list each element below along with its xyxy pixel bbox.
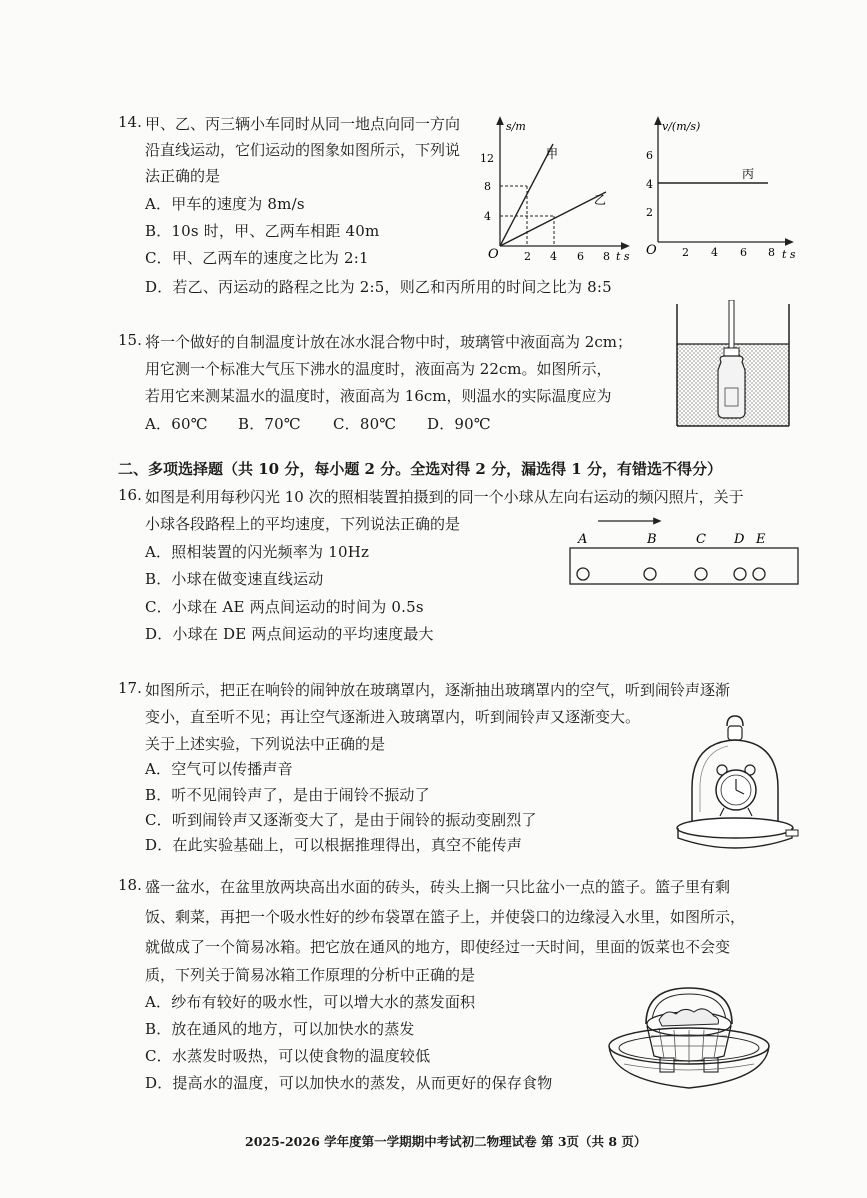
vt-xtick: 6 [740, 246, 747, 259]
q16-option-c: C．小球在 AE 两点间运动的时间为 0.5s [145, 598, 424, 616]
q14-option-a: A．甲车的速度为 8m/s [145, 195, 305, 213]
q17-option-b: B．听不见闹铃声了，是由于闹铃不振动了 [145, 786, 430, 804]
st-line-yi [500, 192, 606, 246]
q18-number: 18. [118, 876, 142, 894]
strobe-photo-figure [566, 510, 802, 590]
q16-option-a: A．照相装置的闪光频率为 10Hz [145, 543, 370, 561]
vt-xlabel: t s [782, 248, 796, 261]
q18-stem-line: 饭、剩菜，再把一个吸水性好的纱布袋罩在篮子上，并使袋口的边缘浸入水里，如图所示， [145, 908, 746, 926]
q15-option-a: A．60℃ [145, 415, 208, 433]
q18-option-b: B．放在通风的地方，可以加快水的蒸发 [145, 1020, 415, 1038]
vt-ytick: 6 [646, 149, 653, 162]
ball-e [753, 568, 765, 580]
q14-stem-line: 法正确的是 [145, 167, 221, 185]
st-ytick: 4 [484, 210, 491, 223]
ball-b [644, 568, 656, 580]
ball-d [734, 568, 746, 580]
q15-option-c: C．80℃ [333, 415, 397, 433]
st-origin: O [488, 247, 499, 262]
page-footer: 2025-2026 学年度第一学期期中考试初二物理试卷 第 3页（共 8 页） [245, 1134, 647, 1149]
vt-label-bing: 丙 [742, 167, 755, 181]
point-label: D [734, 532, 745, 547]
point-label: B [647, 532, 657, 547]
q14-stem-line: 沿直线运动，它们运动的图象如图所示，下列说 [145, 141, 461, 159]
st-xtick: 6 [577, 250, 584, 263]
q18-option-a: A．纱布有较好的吸水性，可以增大水的蒸发面积 [145, 993, 476, 1011]
st-graph [478, 112, 638, 267]
q17-stem-line: 关于上述实验，下列说法中正确的是 [145, 735, 386, 753]
q16-number: 16. [118, 486, 142, 504]
q16-option-b: B．小球在做变速直线运动 [145, 570, 324, 588]
q17-option-d: D．在此实验基础上，可以根据推理得出，真空不能传声 [145, 836, 523, 854]
point-label: C [696, 532, 706, 547]
q15-stem-line: 若用它来测某温水的温度时，液面高为 16cm，则温水的实际温度应为 [145, 387, 612, 405]
q16-option-d: D．小球在 DE 两点间运动的平均速度最大 [145, 625, 434, 643]
st-xtick: 2 [524, 250, 531, 263]
q16-stem-line: 如图是利用每秒闪光 10 次的照相装置拍摄到的同一个小球从左向右运动的频闪照片，关于 [145, 488, 744, 506]
vt-xtick: 8 [768, 246, 775, 259]
vt-ytick: 4 [646, 178, 653, 191]
q16-stem-line: 小球各段路程上的平均速度，下列说法正确的是 [145, 515, 461, 533]
q18-stem-line: 就做成了一个简易冰箱。把它放在通风的地方，即使经过一天时间，里面的饭菜也不会变 [145, 938, 731, 956]
vt-graph [640, 112, 805, 267]
q15-stem-line: 用它测一个标准大气压下沸水的温度时，液面高为 22cm。如图所示， [145, 360, 612, 378]
q14-number: 14. [118, 113, 142, 131]
q17-number: 17. [118, 679, 142, 697]
st-xtick: 4 [550, 250, 557, 263]
q14-option-c: C．甲、乙两车的速度之比为 2:1 [145, 249, 369, 267]
q15-option-b: B．70℃ [238, 415, 301, 433]
q18-stem-line: 质，下列关于简易冰箱工作原理的分析中正确的是 [145, 966, 476, 984]
q18-stem-line: 盛一盆水，在盆里放两块高出水面的砖头，砖头上搁一只比盆小一点的篮子。篮子里有剩 [145, 878, 731, 896]
st-ylabel: s/m [506, 120, 526, 133]
q14-option-d: D．若乙、丙运动的路程之比为 2:5，则乙和丙所用的时间之比为 8:5 [145, 278, 612, 296]
thermometer-figure [673, 300, 793, 430]
q15-option-d: D．90℃ [427, 415, 491, 433]
q17-stem-line: 如图所示，把正在响铃的闹钟放在玻璃罩内，逐渐抽出玻璃罩内的空气，听到闹铃声逐渐 [145, 681, 731, 699]
simple-fridge-figure [604, 984, 774, 1098]
st-xlabel: t s [616, 250, 630, 263]
q18-option-d: D．提高水的温度，可以加快水的蒸发，从而更好的保存食物 [145, 1074, 553, 1092]
q17-option-c: C．听到闹铃声又逐渐变大了，是由于闹铃的振动变剧烈了 [145, 811, 537, 829]
vt-xtick: 4 [711, 246, 718, 259]
point-label: E [756, 532, 766, 547]
vt-origin: O [646, 243, 657, 258]
section-heading: 二、多项选择题（共 10 分，每小题 2 分。全选对得 2 分，漏选得 1 分，有错选不得分） [118, 460, 722, 478]
q15-number: 15. [118, 331, 142, 349]
st-ytick: 8 [484, 180, 491, 193]
ball-a [577, 568, 589, 580]
q14-option-b: B．10s 时，甲、乙两车相距 40m [145, 222, 380, 240]
vt-ylabel: v/(m/s) [662, 120, 701, 133]
vt-ytick: 2 [646, 206, 653, 219]
st-label-yi: 乙 [594, 193, 607, 207]
st-xtick: 8 [603, 250, 610, 263]
q15-stem-line: 将一个做好的自制温度计放在冰水混合物中时，玻璃管中液面高为 2cm； [145, 333, 632, 351]
q18-option-c: C．水蒸发时吸热，可以使食物的温度较低 [145, 1047, 431, 1065]
bell-jar-figure [670, 712, 800, 860]
q14-stem-line: 甲、乙、丙三辆小车同时从同一地点向同一方向 [145, 115, 461, 133]
vt-xtick: 2 [682, 246, 689, 259]
st-label-jia: 甲 [546, 147, 559, 161]
st-ytick: 12 [480, 152, 494, 165]
q17-option-a: A．空气可以传播声音 [145, 760, 293, 778]
q17-stem-line: 变小，直至听不见；再让空气逐渐进入玻璃罩内，听到闹铃声又逐渐变大。 [145, 708, 641, 726]
point-label: A [578, 532, 588, 547]
ball-c [695, 568, 707, 580]
